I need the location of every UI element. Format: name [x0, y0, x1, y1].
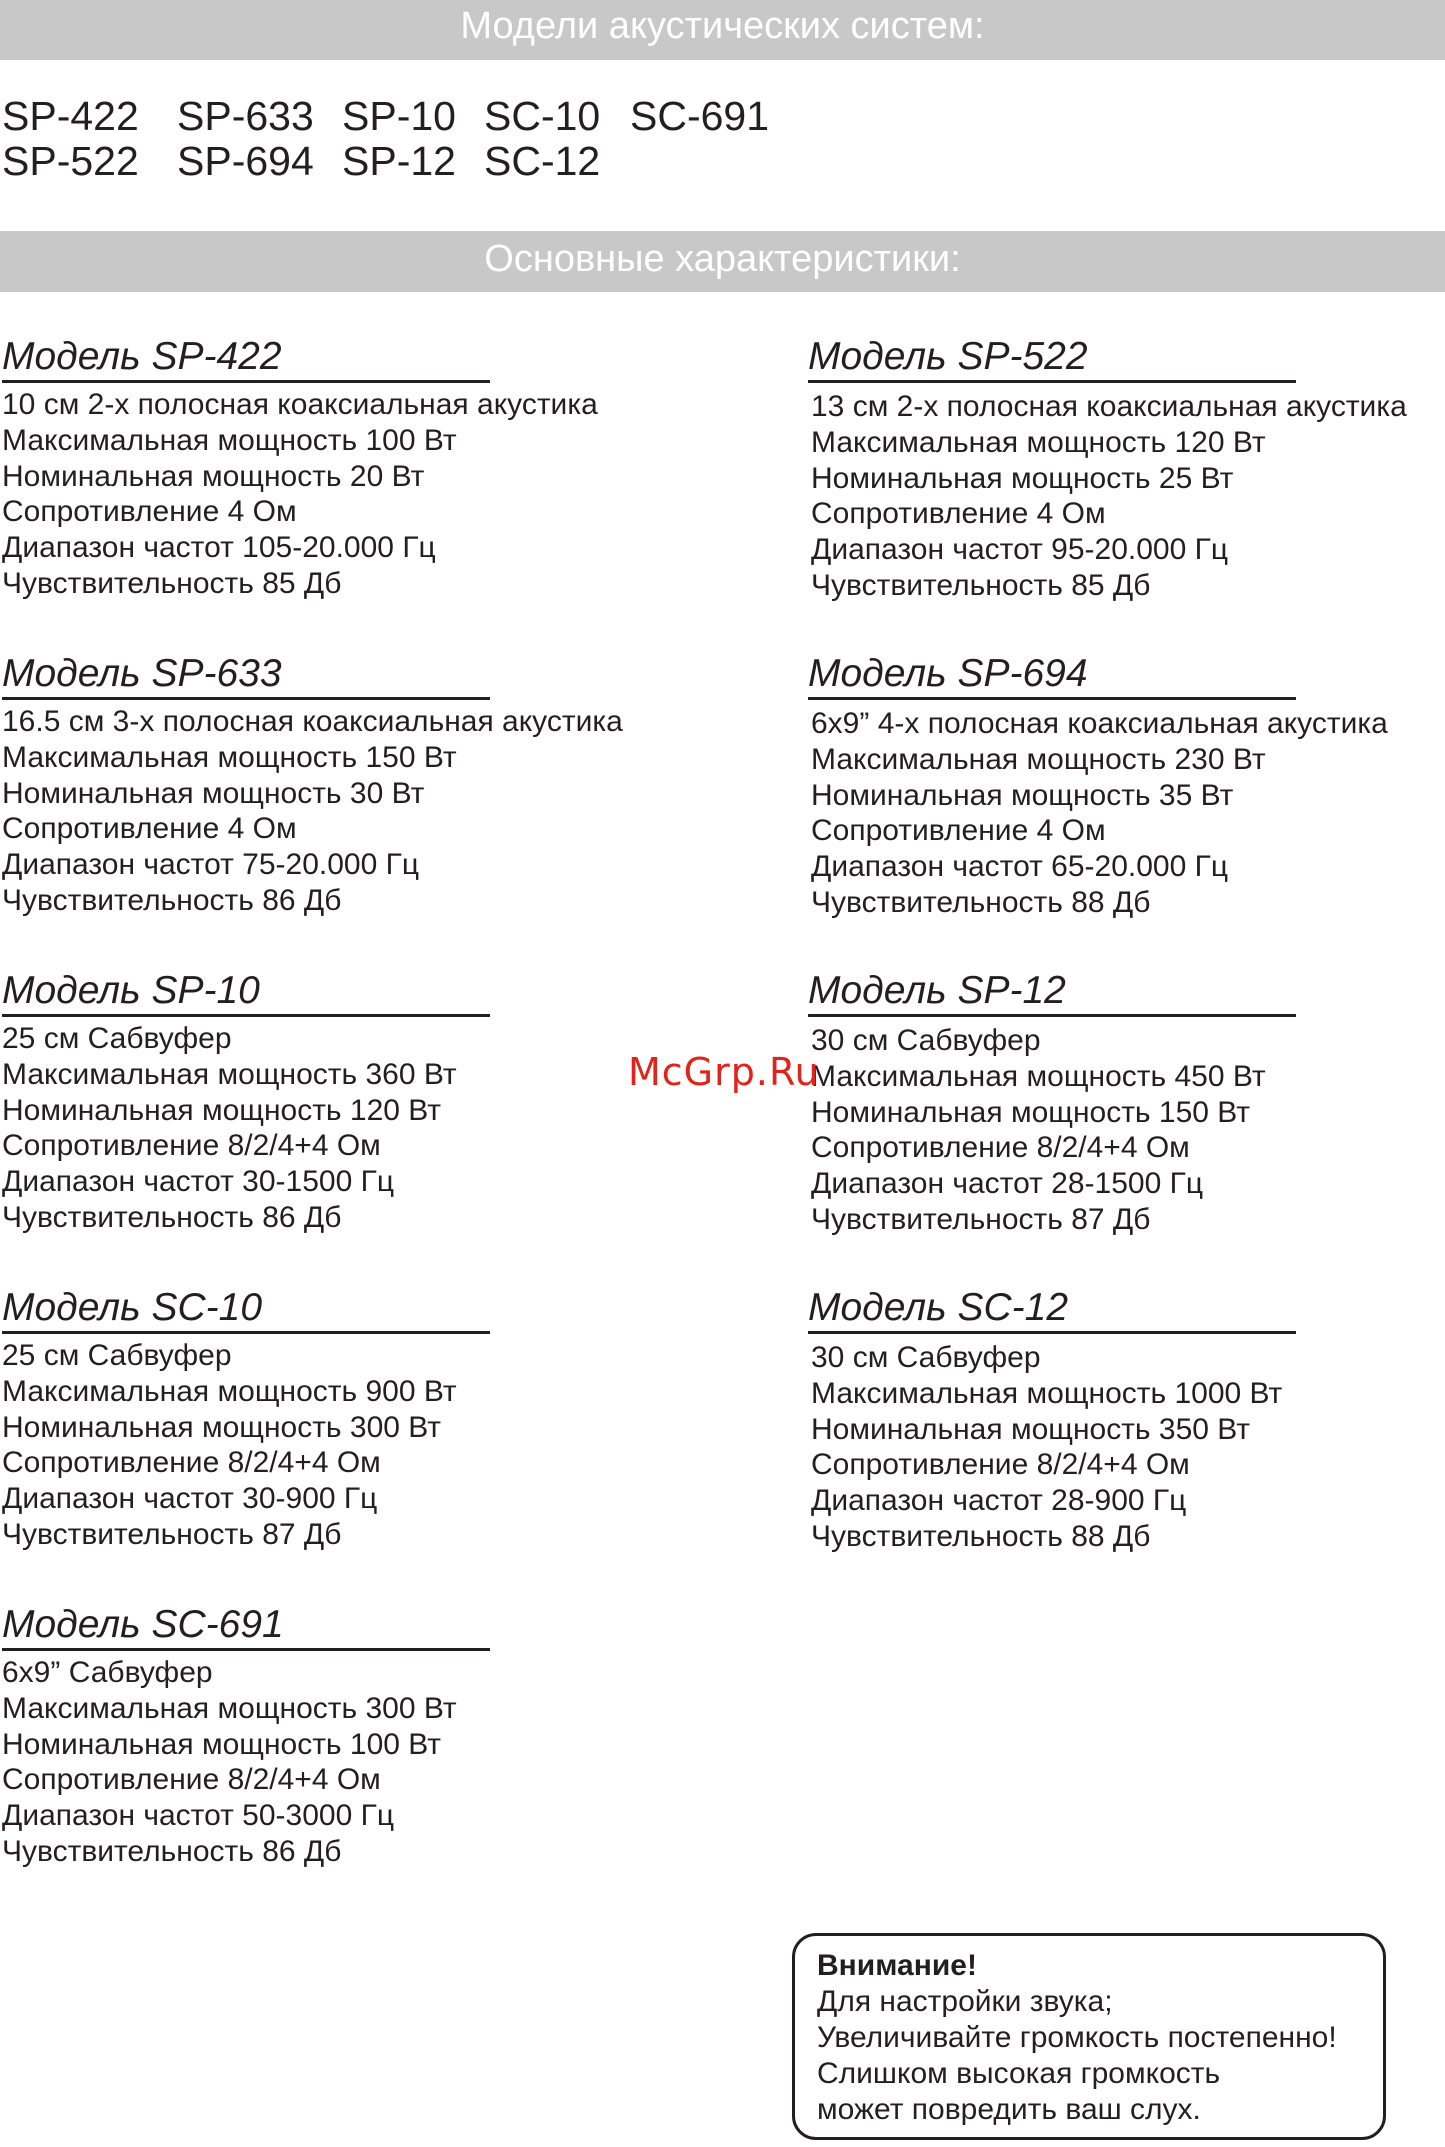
spec-line: Чувствительность 88 Дб — [811, 1519, 1151, 1553]
spec-line: Сопротивление 8/2/4+4 Ом — [2, 1763, 381, 1797]
model-name: SC-691 — [630, 93, 770, 139]
spec-line: Диапазон частот 105-20.000 Гц — [2, 531, 436, 565]
spec-line: Диапазон частот 28-1500 Гц — [811, 1167, 1204, 1201]
model-block-sp-422 — [2, 334, 762, 602]
model-title: Модель SP-12 — [808, 968, 1296, 1017]
spec-line: Диапазон частот 95-20.000 Гц — [811, 533, 1229, 567]
model-title: Модель SP-10 — [2, 968, 490, 1017]
warning-box — [792, 1933, 1386, 2140]
spec-line: Диапазон частот 65-20.000 Гц — [811, 850, 1229, 884]
spec-line: Номинальная мощность 150 Вт — [811, 1095, 1251, 1129]
model-name: SC-10 — [484, 93, 601, 139]
spec-line: Номинальная мощность 20 Вт — [2, 459, 425, 493]
spec-line: Чувствительность 86 Дб — [2, 883, 342, 917]
model-name: SP-694 — [177, 138, 314, 184]
spec-line: Диапазон частот 30-900 Гц — [2, 1482, 378, 1516]
warning-title: Внимание! — [817, 1949, 977, 1982]
spec-line: Номинальная мощность 30 Вт — [2, 776, 425, 810]
watermark: McGrp.Ru — [628, 1050, 820, 1094]
model-block-sc-691 — [2, 1602, 762, 1870]
spec-line: Чувствительность 85 Дб — [811, 568, 1151, 602]
spec-line: Максимальная мощность 360 Вт — [2, 1057, 457, 1091]
spec-list — [808, 706, 1445, 921]
model-block-sp-10 — [2, 968, 762, 1236]
spec-list — [2, 1338, 762, 1553]
spec-line: Номинальная мощность 100 Вт — [2, 1727, 442, 1761]
spec-line: Максимальная мощность 150 Вт — [2, 740, 457, 774]
spec-line: Номинальная мощность 120 Вт — [2, 1093, 442, 1127]
spec-list — [808, 1023, 1445, 1238]
spec-line: Чувствительность 85 Дб — [2, 566, 342, 600]
model-title: Модель SP-694 — [808, 651, 1296, 700]
spec-line: Сопротивление 4 Ом — [811, 814, 1106, 848]
spec-line: 25 см Сабвуфер — [2, 1339, 232, 1372]
spec-list — [2, 704, 762, 919]
spec-line: Максимальная мощность 120 Вт — [811, 425, 1266, 459]
spec-line: Чувствительность 86 Дб — [2, 1834, 342, 1868]
warning-line: Для настройки звука; — [817, 1985, 1113, 2018]
models-header-title: Модели акустических систем: — [460, 5, 985, 47]
model-name: SP-522 — [2, 138, 139, 184]
model-block-sp-633 — [2, 651, 762, 919]
spec-line: Сопротивление 8/2/4+4 Ом — [811, 1448, 1190, 1482]
model-title: Модель SP-422 — [2, 334, 490, 383]
spec-line: Диапазон частот 30-1500 Гц — [2, 1165, 395, 1199]
model-title: Модель SC-12 — [808, 1285, 1296, 1334]
model-title: Модель SP-522 — [808, 334, 1296, 383]
spec-line: Максимальная мощность 300 Вт — [2, 1691, 457, 1725]
spec-list — [808, 1340, 1445, 1555]
spec-list — [2, 1655, 762, 1870]
spec-line: Максимальная мощность 100 Вт — [2, 423, 457, 457]
spec-line: Номинальная мощность 35 Вт — [811, 778, 1234, 812]
spec-line: Чувствительность 87 Дб — [811, 1202, 1151, 1236]
model-name: SP-422 — [2, 93, 139, 139]
spec-line: Диапазон частот 75-20.000 Гц — [2, 848, 420, 882]
spec-list — [2, 387, 762, 602]
model-block-sp-12 — [808, 968, 1445, 1238]
spec-line: Диапазон частот 50-3000 Гц — [2, 1799, 395, 1833]
models-header-band — [0, 0, 1445, 60]
model-list-row-1 — [2, 94, 769, 139]
spec-line: Чувствительность 88 Дб — [811, 885, 1151, 919]
model-block-sc-12 — [808, 1285, 1445, 1555]
model-list-row-2 — [2, 139, 769, 184]
spec-line: Максимальная мощность 1000 Вт — [811, 1376, 1283, 1410]
spec-line: Диапазон частот 28-900 Гц — [811, 1484, 1187, 1518]
warning-line: Увеличивайте громкость постепенно! — [817, 2021, 1337, 2054]
spec-line: 16.5 см 3-х полосная коаксиальная акустика — [2, 705, 623, 738]
model-block-sp-522 — [808, 334, 1445, 604]
model-title: Модель SP-633 — [2, 651, 490, 700]
spec-line: Чувствительность 86 Дб — [2, 1200, 342, 1234]
model-name: SP-10 — [342, 93, 456, 139]
model-block-sc-10 — [2, 1285, 762, 1553]
spec-line: Номинальная мощность 350 Вт — [811, 1412, 1251, 1446]
model-list — [2, 94, 769, 184]
spec-line: Чувствительность 87 Дб — [2, 1517, 342, 1551]
spec-line: Сопротивление 8/2/4+4 Ом — [2, 1446, 381, 1480]
specs-header-title: Основные характеристики: — [484, 238, 961, 280]
spec-line: 30 см Сабвуфер — [811, 1341, 1041, 1374]
spec-list — [808, 389, 1445, 604]
spec-line: Максимальная мощность 230 Вт — [811, 742, 1266, 776]
warning-line: может повредить ваш слух. — [817, 2093, 1201, 2126]
spec-line: 13 см 2-х полосная коаксиальная акустика — [811, 390, 1407, 423]
spec-line: 10 см 2-х полосная коаксиальная акустика — [2, 388, 598, 421]
spec-line: 6x9” Сабвуфер — [2, 1656, 213, 1689]
spec-line: Сопротивление 4 Ом — [2, 495, 297, 529]
spec-line: Максимальная мощность 900 Вт — [2, 1374, 457, 1408]
specs-header-band — [0, 231, 1445, 292]
spec-line: Номинальная мощность 300 Вт — [2, 1410, 442, 1444]
spec-line: Сопротивление 8/2/4+4 Ом — [811, 1131, 1190, 1165]
model-title: Модель SC-691 — [2, 1602, 490, 1651]
spec-line: Максимальная мощность 450 Вт — [811, 1059, 1266, 1093]
spec-line: Сопротивление 4 Ом — [2, 812, 297, 846]
spec-line: Сопротивление 4 Ом — [811, 497, 1106, 531]
spec-line: Сопротивление 8/2/4+4 Ом — [2, 1129, 381, 1163]
spec-line: 30 см Сабвуфер — [811, 1024, 1041, 1057]
model-name: SC-12 — [484, 138, 601, 184]
spec-line: Номинальная мощность 25 Вт — [811, 461, 1234, 495]
model-block-sp-694 — [808, 651, 1445, 921]
model-name: SP-633 — [177, 93, 314, 139]
warning-line: Слишком высокая громкость — [817, 2057, 1221, 2090]
spec-line: 6x9” 4-х полосная коаксиальная акустика — [811, 707, 1388, 740]
model-title: Модель SC-10 — [2, 1285, 490, 1334]
spec-line: 25 см Сабвуфер — [2, 1022, 232, 1055]
model-name: SP-12 — [342, 138, 456, 184]
